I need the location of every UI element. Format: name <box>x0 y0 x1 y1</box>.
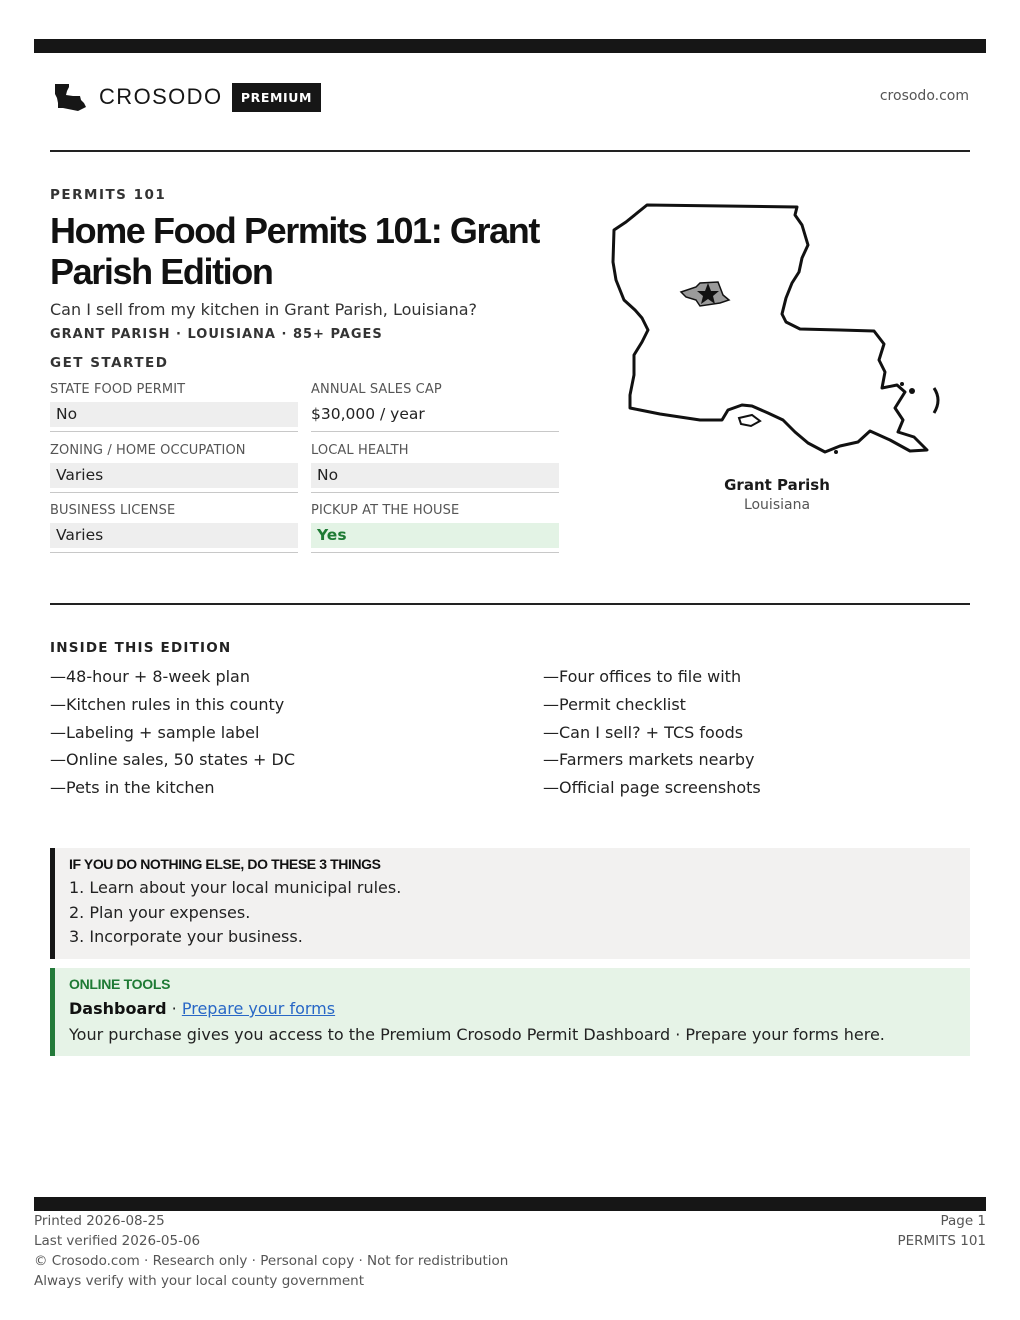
fact-state-food-permit <box>50 381 298 432</box>
fact-value: Varies <box>50 463 298 488</box>
fact-business-license <box>50 502 298 553</box>
delta-arc <box>934 388 938 413</box>
online-tools-heading: ONLINE TOOLS <box>69 976 171 992</box>
list-item: —48-hour + 8-week plan <box>50 667 250 686</box>
prepare-forms-link[interactable]: Prepare your forms <box>181 999 336 1018</box>
list-item: —Online sales, 50 states + DC <box>50 750 296 770</box>
brand-name: CROSODO <box>99 84 223 109</box>
list-item: —Four offices to file with <box>543 667 742 686</box>
bottom-rule-bar <box>34 1197 986 1211</box>
footer-left <box>34 1211 508 1291</box>
todo-item: 2. Plan your expenses. <box>69 902 251 922</box>
fact-underline <box>311 492 559 493</box>
contents-list-left <box>50 666 295 805</box>
dashboard-label: Dashboard <box>69 999 167 1018</box>
page-number: Page 1 <box>940 1213 986 1229</box>
fact-value: $30,000 / year <box>311 405 425 423</box>
fact-label: LOCAL HEALTH <box>311 443 409 458</box>
fact-annual-sales-cap <box>311 381 559 432</box>
fact-label: BUSINESS LICENSE <box>50 503 176 518</box>
fact-label: ZONING / HOME OCCUPATION <box>50 443 246 458</box>
header-divider <box>50 150 970 152</box>
todo-item: 1. Learn about your local municipal rules. <box>69 878 402 897</box>
copyright-notice: © Crosodo.com · Research only · Personal copy · Not for redistribution <box>34 1253 509 1269</box>
list-item: —Labeling + sample label <box>50 722 260 742</box>
site-url[interactable]: crosodo.com <box>879 88 969 104</box>
list-item: —Permit checklist <box>543 694 686 714</box>
online-tools-callout <box>50 968 970 1056</box>
fact-value: No <box>50 402 298 427</box>
fact-underline <box>50 492 298 493</box>
fact-underline <box>50 431 298 432</box>
page-title: Home Food Permits 101: Grant Parish Edition <box>50 210 539 292</box>
list-item: —Kitchen rules in this county <box>50 694 285 714</box>
section-kicker: PERMITS 101 <box>50 187 167 203</box>
list-item: —Pets in the kitchen <box>50 778 215 798</box>
premium-badge: PREMIUM <box>232 83 321 112</box>
separator: · <box>166 999 182 1018</box>
todo-callout <box>50 848 970 959</box>
fact-label: PICKUP AT THE HOUSE <box>311 503 460 518</box>
printed-date: Printed 2026-08-25 <box>34 1213 165 1229</box>
footer-right <box>897 1211 986 1251</box>
fact-value: Yes <box>311 523 559 548</box>
inside-heading: INSIDE THIS EDITION <box>50 640 232 656</box>
todo-item: 3. Incorporate your business. <box>69 927 303 946</box>
list-item: —Farmers markets nearby <box>543 750 755 770</box>
contents-list-right <box>543 666 761 805</box>
dashboard-line <box>69 996 970 1022</box>
fact-local-health <box>311 442 559 493</box>
fact-pickup <box>311 502 559 553</box>
state-outline <box>613 205 927 452</box>
fact-underline <box>311 552 559 553</box>
fact-value: No <box>311 463 559 488</box>
marsh-dot <box>909 388 915 394</box>
fact-zoning <box>50 442 298 493</box>
louisiana-map <box>600 195 960 470</box>
fact-underline <box>311 431 559 432</box>
fact-label: ANNUAL SALES CAP <box>311 382 442 397</box>
tools-description: Your purchase gives you access to the Premium Crosodo Permit Dashboard · Prepare your forms here. <box>69 1025 885 1044</box>
fact-label: STATE FOOD PERMIT <box>50 382 186 397</box>
footer-section: PERMITS 101 <box>897 1233 986 1249</box>
list-item: —Can I sell? + TCS foods <box>543 722 744 742</box>
list-item: —Official page screenshots <box>543 778 761 798</box>
verify-notice: Always verify with your local county government <box>34 1273 364 1289</box>
get-started-heading: GET STARTED <box>50 355 169 371</box>
fact-underline <box>50 552 298 553</box>
map-state-name: Louisiana <box>743 497 811 513</box>
page-subtitle: Can I sell from my kitchen in Grant Parish, Louisiana? <box>50 300 478 319</box>
top-rule-bar <box>34 39 986 53</box>
section-divider <box>50 603 970 605</box>
fact-value: Varies <box>50 523 298 548</box>
edition-meta: GRANT PARISH · LOUISIANA · 85+ PAGES <box>50 327 383 342</box>
louisiana-state-icon <box>52 82 88 114</box>
verified-date: Last verified 2026-05-06 <box>34 1233 201 1249</box>
marsh-dot <box>900 382 904 386</box>
map-parish-name: Grant Parish <box>724 476 830 494</box>
marsh-dot <box>834 450 838 454</box>
island-shape <box>739 415 760 426</box>
todo-heading: IF YOU DO NOTHING ELSE, DO THESE 3 THINGS <box>69 856 381 872</box>
